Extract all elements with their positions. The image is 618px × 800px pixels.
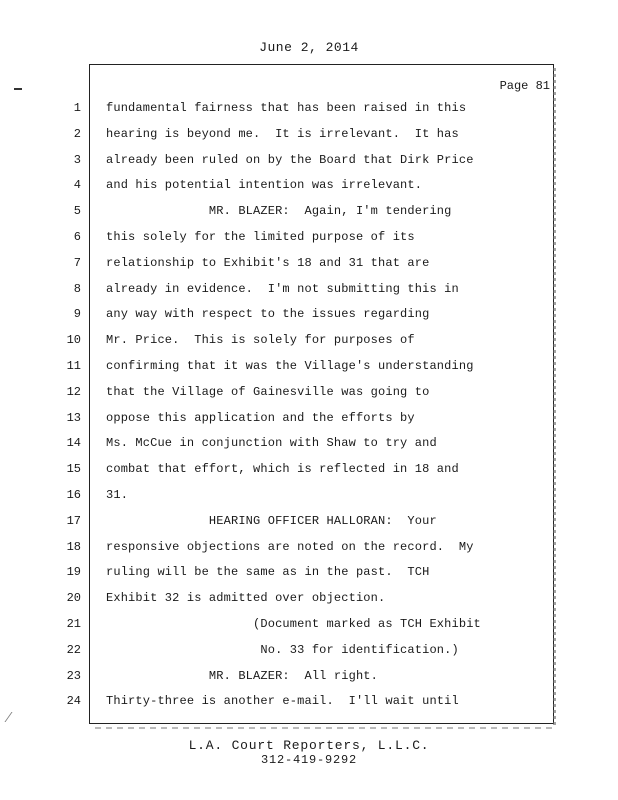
line-text: Mr. Price. This is solely for purposes of bbox=[106, 333, 415, 348]
line-text: MR. BLAZER: Again, I'm tendering bbox=[106, 204, 452, 219]
line-text: MR. BLAZER: All right. bbox=[106, 668, 378, 683]
line-text: Exhibit 32 is admitted over objection. bbox=[106, 591, 386, 606]
transcript-line bbox=[0, 173, 618, 199]
transcript-line bbox=[0, 612, 618, 638]
margin-tick-mark bbox=[14, 88, 22, 90]
court-reporter-phone: 312-419-9292 bbox=[260, 753, 357, 767]
transcript-line bbox=[0, 380, 618, 406]
transcript-line bbox=[0, 509, 618, 535]
line-text: and his potential intention was irrelevant. bbox=[106, 178, 423, 193]
line-number: 20 bbox=[66, 591, 81, 606]
line-text: hearing is beyond me. It is irrelevant. It has bbox=[106, 126, 459, 141]
line-number: 7 bbox=[73, 255, 81, 270]
line-text: relationship to Exhibit's 18 and 31 that are bbox=[106, 255, 430, 270]
line-number: 1 bbox=[73, 101, 81, 115]
transcript-line bbox=[0, 199, 618, 225]
line-text: oppose this application and the efforts by bbox=[106, 410, 415, 425]
line-text: Ms. McCue in conjunction with Shaw to try and bbox=[106, 436, 437, 451]
line-number: 22 bbox=[66, 642, 81, 657]
line-number: 15 bbox=[66, 462, 81, 477]
line-number: 3 bbox=[73, 152, 81, 167]
transcript-line bbox=[0, 406, 618, 432]
transcript-line bbox=[0, 354, 618, 380]
transcript-line bbox=[0, 586, 618, 612]
line-text: confirming that it was the Village's understanding bbox=[106, 358, 474, 373]
line-number: 11 bbox=[66, 358, 81, 373]
line-number: 4 bbox=[73, 178, 81, 193]
line-text: this solely for the limited purpose of its bbox=[106, 229, 415, 244]
line-text: fundamental fairness that has been raised in this bbox=[106, 101, 467, 115]
line-number: 18 bbox=[66, 539, 81, 554]
line-text: (Document marked as TCH Exhibit bbox=[106, 616, 481, 631]
transcript-lines bbox=[0, 96, 618, 715]
line-text: No. 33 for identification.) bbox=[106, 642, 459, 657]
line-number: 5 bbox=[73, 204, 81, 219]
transcript-line bbox=[0, 96, 618, 122]
line-number: 19 bbox=[66, 565, 81, 580]
line-number: 24 bbox=[66, 694, 81, 709]
transcript-line bbox=[0, 457, 618, 483]
frame-bottom-scan-noise bbox=[95, 727, 555, 729]
line-number: 21 bbox=[66, 616, 81, 631]
line-number: 6 bbox=[73, 229, 81, 244]
transcript-date: June 2, 2014 bbox=[259, 40, 359, 55]
line-number: 16 bbox=[66, 487, 81, 502]
transcript-line bbox=[0, 431, 618, 457]
line-text: Thirty-three is another e-mail. I'll wait until bbox=[106, 694, 459, 709]
line-text: HEARING OFFICER HALLORAN: Your bbox=[106, 513, 437, 528]
line-text: responsive objections are noted on the record. My bbox=[106, 539, 474, 554]
court-reporter-name: L.A. Court Reporters, L.L.C. bbox=[188, 738, 430, 753]
transcript-line bbox=[0, 664, 618, 690]
transcript-line bbox=[0, 638, 618, 664]
line-number: 12 bbox=[66, 384, 81, 399]
line-text: any way with respect to the issues regarding bbox=[106, 307, 430, 322]
line-text: that the Village of Gainesville was going to bbox=[106, 384, 430, 399]
line-number: 17 bbox=[66, 513, 81, 528]
page-number: Page 81 bbox=[499, 79, 550, 93]
transcript-line bbox=[0, 277, 618, 303]
line-number: 14 bbox=[66, 436, 81, 451]
transcript-line bbox=[0, 535, 618, 561]
transcript-line bbox=[0, 328, 618, 354]
transcript-line bbox=[0, 122, 618, 148]
line-text: already in evidence. I'm not submitting this in bbox=[106, 281, 459, 296]
line-number: 23 bbox=[66, 668, 81, 683]
line-text: ruling will be the same as in the past. TCH bbox=[106, 565, 430, 580]
transcript-line bbox=[0, 251, 618, 277]
line-text: combat that effort, which is reflected in 18 and bbox=[106, 462, 459, 477]
line-number: 9 bbox=[73, 307, 81, 322]
transcript-line bbox=[0, 689, 618, 715]
line-number: 13 bbox=[66, 410, 81, 425]
transcript-line bbox=[0, 148, 618, 174]
transcript-line bbox=[0, 225, 618, 251]
line-text: 31. bbox=[106, 487, 129, 502]
transcript-line bbox=[0, 560, 618, 586]
transcript-line bbox=[0, 302, 618, 328]
line-number: 10 bbox=[66, 333, 81, 348]
line-text: already been ruled on by the Board that Dirk Price bbox=[106, 152, 474, 167]
transcript-line bbox=[0, 483, 618, 509]
line-number: 2 bbox=[73, 126, 81, 141]
line-number: 8 bbox=[73, 281, 81, 296]
